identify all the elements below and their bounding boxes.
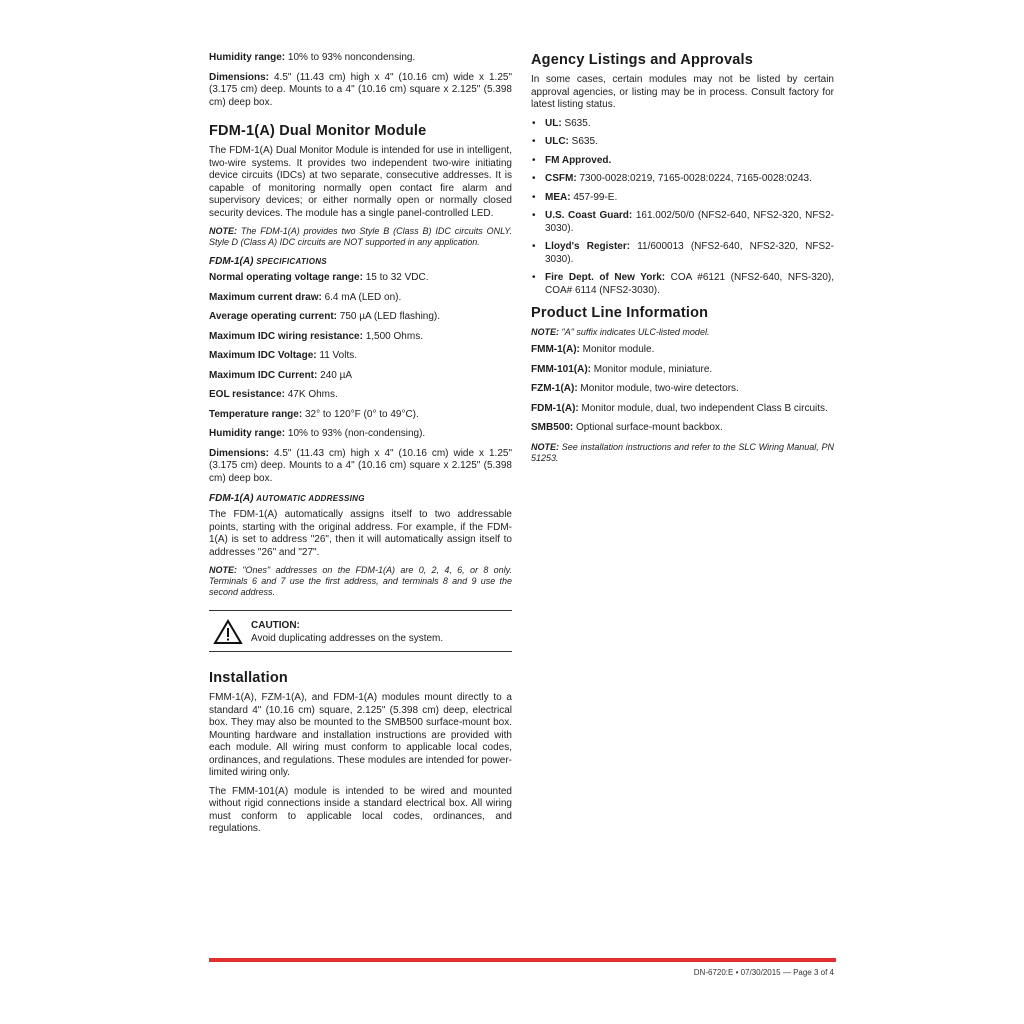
spec-line: Maximum current draw: 6.4 mA (LED on). (209, 291, 402, 303)
listings-list (531, 118, 834, 298)
product-line: FMM-101(A): Monitor module, miniature. (531, 363, 713, 375)
list-item: • UL: S635. (545, 118, 834, 131)
caution-box (209, 610, 512, 652)
product-line: SMB500: Optional surface-mount backbox. (531, 422, 723, 433)
list-item: • Fire Dept. of New York: COA #6121 (NFS2-640, NFS-320), COA# 6114 (NFS2-3030). (545, 272, 834, 297)
spec-line: Dimensions: 4.5" (11.43 cm) high x 4" (10.16 cm) wide x 1.25" (3.175 cm) deep. Mounts to a 4" (10.16 cm) square x 2.125" (5.398 cm) deep box. (209, 447, 512, 484)
spec-line: Normal operating voltage range: 15 to 32 VDC. (209, 272, 429, 283)
product-line: FMM-1(A): Monitor module. (531, 344, 655, 355)
fdm-section-title: FDM-1(A) Dual Monitor Module (209, 123, 427, 139)
spec-line: Maximum IDC Voltage: 11 Volts. (209, 350, 358, 361)
fdm-intro: The FDM-1(A) Dual Monitor Module is intended for use in intelligent, two-wire systems. It provides two independent two-wire initiating device circuits (IDCs) at two separate, consecutive addresses. It is capable of monitoring normally open contact fire alarm and supervisory devices; or either normally open or normally closed security devices. The module has a single panel-controlled LED. (209, 145, 512, 219)
list-item: • U.S. Coast Guard: 161.002/50/0 (NFS2-640, NFS2-320, NFS2-3030). (545, 210, 834, 235)
agency-title: Agency Listings and Approvals (531, 52, 753, 68)
installation-p1: FMM-1(A), FZM-1(A), and FDM-1(A) modules mount directly to a standard 4" (10.16 cm) square, 2.125" (5.398 cm) deep, electrical box. They may also be mounted to the SMB500 surface-mount box. Mounting hardware and installation instructions are provided with each module. All wiring must conform to applicable local codes, ordinances, and regulations. These modules are intended for power-limited wiring only. (209, 692, 512, 778)
agency-intro: In some cases, certain modules may not be listed by certain approval agencies, or listing may be in process. Consult factory for latest listing status. (531, 74, 834, 110)
spec-line: Temperature range: 32° to 120°F (0° to 49°C). (209, 408, 419, 420)
page-footer: DN-6720:E • 07/30/2015 — Page 3 of 4 (693, 968, 834, 977)
list-item: • ULC: S635. (545, 136, 834, 149)
spec-line: EOL resistance: 47K Ohms. (209, 389, 338, 400)
spec-line: Maximum IDC wiring resistance: 1,500 Ohms. (209, 330, 423, 342)
spec-line: Humidity range: 10% to 93% (non-condensing). (209, 428, 426, 439)
product-note: NOTE: "A" suffix indicates ULC-listed model. (531, 327, 710, 337)
spec-line: Maximum IDC Current: 240 µA (209, 369, 353, 381)
product-line: FZM-1(A): Monitor module, two-wire detectors. (531, 383, 739, 394)
footer-accent-bar (209, 958, 836, 962)
spec-heading: FDM-1(A) SPECIFICATIONS (209, 256, 327, 267)
product-line: FDM-1(A): Monitor module, dual, two independent Class B circuits. (531, 402, 828, 414)
fdm-note: NOTE: The FDM-1(A) provides two Style B (Class B) IDC circuits ONLY. Style D (Class A) IDC circuits are NOT supported in any application. (209, 226, 512, 247)
list-item: • CSFM: 7300-0028:0219, 7165-0028:0224, 7165-0028:0243. (545, 173, 834, 186)
caution-title: CAUTION: (251, 620, 300, 631)
spec-line: Humidity range: 10% to 93% noncondensing. (209, 52, 416, 63)
left-column (209, 52, 512, 842)
warning-triangle-icon (213, 619, 243, 645)
list-item: • MEA: 457-99-E. (545, 192, 834, 205)
list-item: • Lloyd's Register: 11/600013 (NFS2-640, NFS2-320, NFS2-3030). (545, 241, 834, 266)
addressing-heading: FDM-1(A) AUTOMATIC ADDRESSING (209, 493, 365, 504)
spec-line: Dimensions: 4.5" (11.43 cm) high x 4" (10.16 cm) wide x 1.25" (3.175 cm) deep. Mounts to a 4" (10.16 cm) square x 2.125" (5.398 cm) deep box. (209, 71, 512, 108)
installation-title: Installation (209, 670, 288, 686)
list-item: • FM Approved. (545, 155, 834, 168)
addressing-text: The FDM-1(A) automatically assigns itself to two addressable points, starting with the original address. For example, if the FDM-1(A) is set to address "26", then it will automatically assign itself to addresses "26" and "27". (209, 509, 512, 558)
product-line-title: Product Line Information (531, 305, 709, 321)
right-column (531, 52, 834, 470)
addressing-note: NOTE: "Ones" addresses on the FDM-1(A) are 0, 2, 4, 6, or 8 only. Terminals 6 and 7 use the first address, and terminals 8 and 9 use the second address. (209, 565, 512, 597)
final-note: NOTE: See installation instructions and refer to the SLC Wiring Manual, PN 51253. (531, 441, 834, 463)
caution-text: Avoid duplicating addresses on the system. (251, 633, 444, 644)
spec-line: Average operating current: 750 µA (LED flashing). (209, 311, 441, 322)
installation-p2: The FMM-101(A) module is intended to be wired and mounted without rigid connections inside a standard electrical box. All wiring must conform to applicable local codes, ordinances, and regulations. (209, 785, 512, 834)
